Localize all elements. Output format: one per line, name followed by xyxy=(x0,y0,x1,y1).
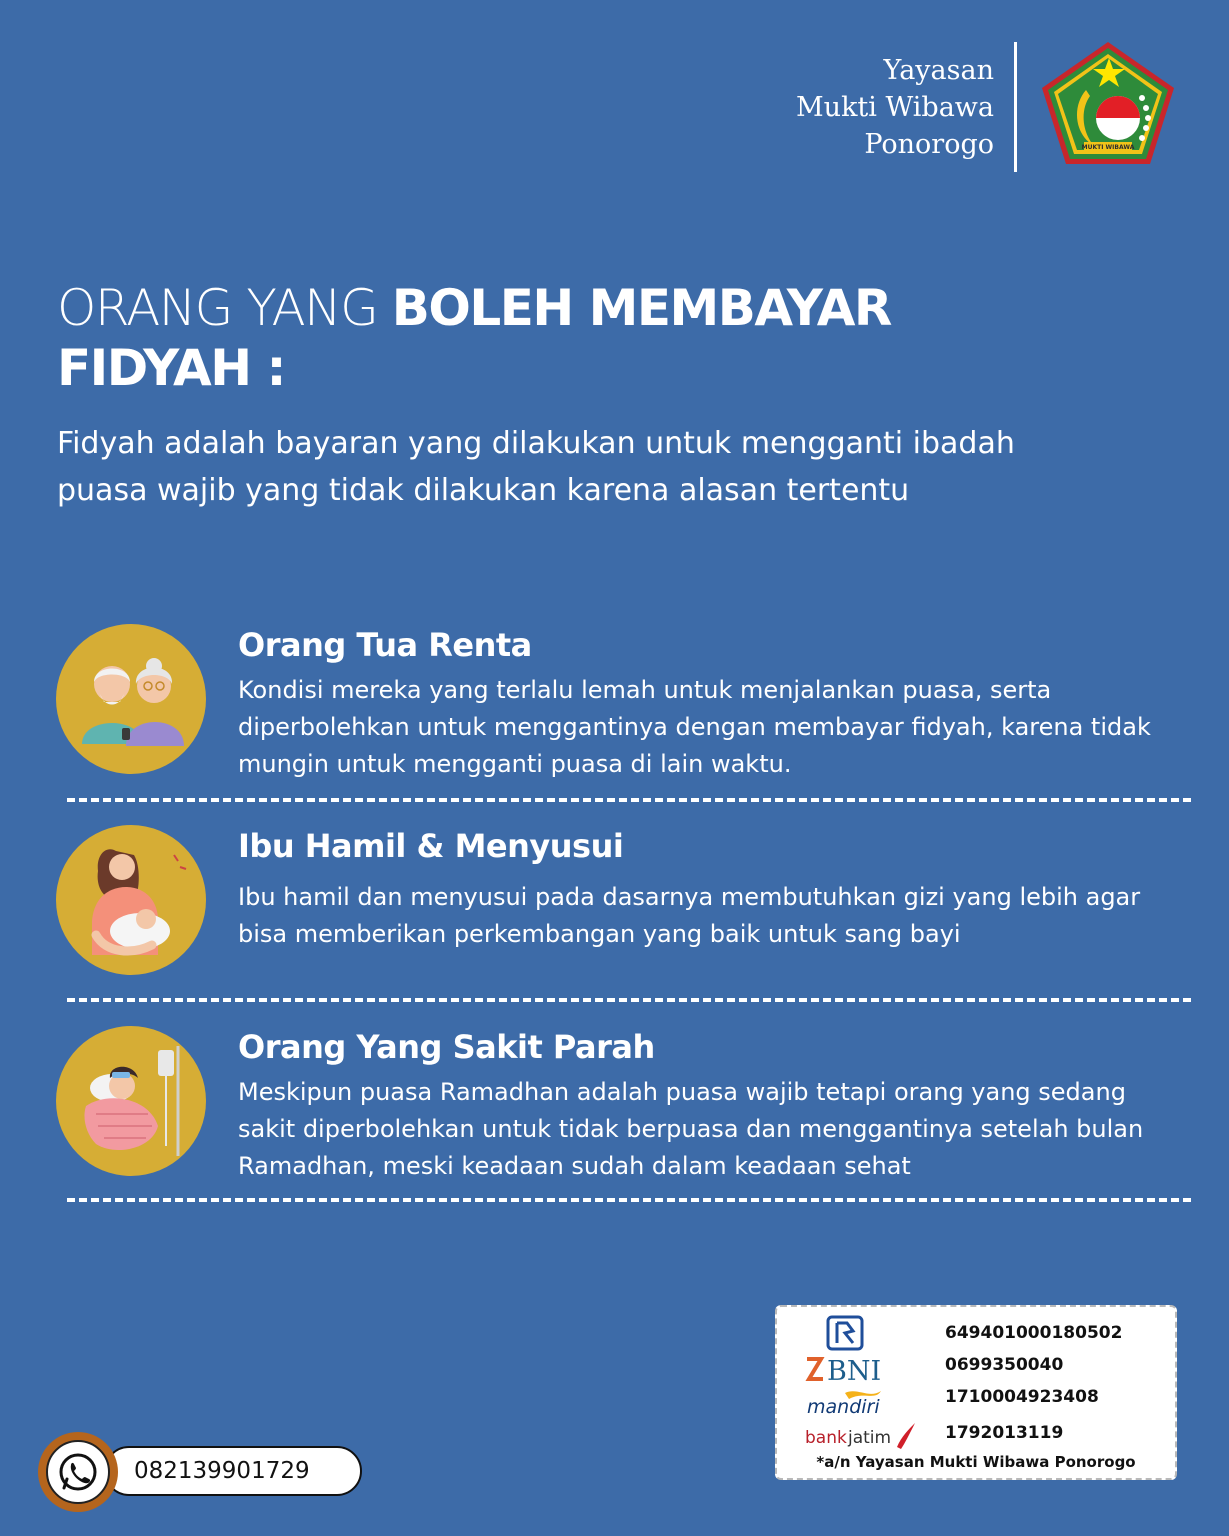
bankjatim-logo xyxy=(805,1419,915,1451)
bni-account-number: 0699350040 xyxy=(945,1355,1064,1375)
item-title: Ibu Hamil & Menyusui xyxy=(238,827,624,865)
item-title: Orang Tua Renta xyxy=(238,626,532,664)
elderly-couple-icon xyxy=(56,624,206,774)
section-divider xyxy=(67,1198,1191,1202)
sick-person-icon xyxy=(56,1026,206,1176)
organization-logo xyxy=(1038,38,1178,168)
bri-account-number: 649401000180502 xyxy=(945,1323,1123,1343)
org-line-1: Yayasan xyxy=(883,55,994,86)
header-divider xyxy=(1014,42,1017,172)
phone-number[interactable]: 082139901729 xyxy=(104,1446,362,1496)
bankjatim-logo-text-a: bank xyxy=(805,1428,847,1448)
title-light: ORANG YANG xyxy=(57,279,392,337)
organization-name xyxy=(796,52,994,163)
logo-text: MUKTI WIBAWA xyxy=(1081,144,1135,151)
org-line-2: Mukti Wibawa xyxy=(796,92,994,123)
bni-logo-text: BNI xyxy=(827,1356,882,1385)
bri-logo xyxy=(825,1315,865,1351)
section-divider xyxy=(67,998,1191,1002)
item-title: Orang Yang Sakit Parah xyxy=(238,1028,655,1066)
item-description: Meskipun puasa Ramadhan adalah puasa wajib tetapi orang yang sedang sakit diperbolehkan untuk tidak berpuasa dan menggantinya setelah bulan Ramadhan, meski keadaan sudah dalam keadaan sehat xyxy=(238,1078,1144,1180)
whatsapp-icon xyxy=(48,1442,108,1502)
mandiri-logo-text: mandiri xyxy=(807,1396,880,1417)
page-title xyxy=(57,278,1057,398)
bni-logo xyxy=(805,1353,895,1385)
intro-text: Fidyah adalah bayaran yang dilakukan untuk mengganti ibadah puasa wajib yang tidak dilakukan karena alasan tertentu xyxy=(57,426,1015,508)
whatsapp-button[interactable] xyxy=(38,1432,118,1512)
mandiri-logo xyxy=(805,1385,901,1417)
item-description: Kondisi mereka yang terlalu lemah untuk menjalankan puasa, serta diperbolehkan untuk menggantinya dengan membayar fidyah, karena tidak mungin untuk mengganti puasa di lain waktu. xyxy=(238,676,1151,778)
mother-baby-icon xyxy=(56,825,206,975)
mandiri-account-number: 1710004923408 xyxy=(945,1387,1099,1407)
bankjatim-logo-text-b: jatim xyxy=(848,1428,892,1448)
org-line-3: Ponorogo xyxy=(864,129,994,160)
title-bold: BOLEH MEMBAYAR FIDYAH : xyxy=(57,279,891,397)
item-description: Ibu hamil dan menyusui pada dasarnya membutuhkan gizi yang lebih agar bisa memberikan perkembangan yang baik untuk sang bayi xyxy=(238,883,1141,948)
account-holder-note: *a/n Yayasan Mukti Wibawa Ponorogo xyxy=(816,1453,1136,1471)
bank-accounts-card xyxy=(775,1305,1177,1480)
bankjatim-account-number: 1792013119 xyxy=(945,1423,1064,1443)
section-divider xyxy=(67,798,1191,802)
